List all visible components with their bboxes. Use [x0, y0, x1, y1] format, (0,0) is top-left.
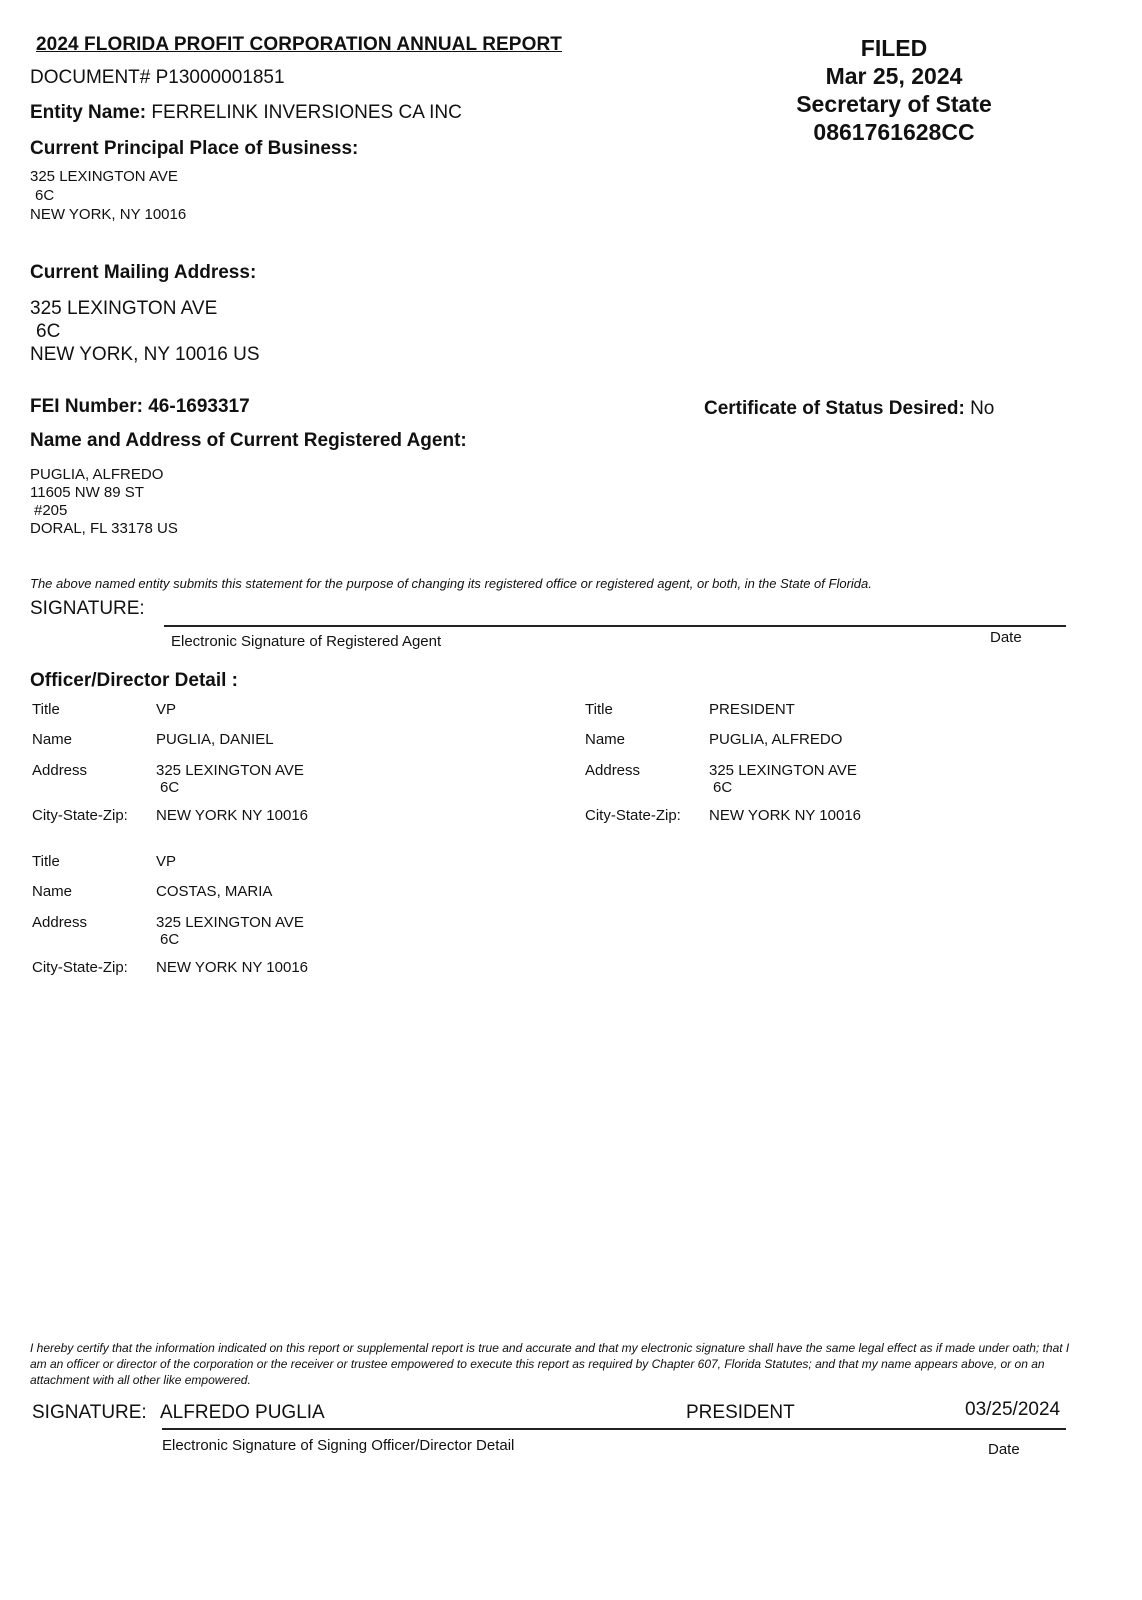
officer-title: VP	[156, 853, 177, 870]
entity-name-label: Entity Name:	[30, 102, 147, 123]
officer-name-label: Name	[32, 731, 73, 748]
officer-block-1	[32, 701, 532, 831]
officer-block-3	[32, 853, 532, 983]
principal-address-line2: 6C	[35, 187, 55, 204]
officer-name: COSTAS, MARIA	[156, 883, 273, 900]
officer-signature-name: ALFREDO PUGLIA	[160, 1402, 325, 1423]
mailing-address-line2: 6C	[36, 321, 61, 342]
agent-address	[30, 466, 178, 538]
officer-address-line1: 325 LEXINGTON AVE	[156, 762, 304, 779]
officer-signature-date-caption: Date	[988, 1441, 1020, 1458]
agent-address-line2: #205	[34, 502, 68, 519]
officer-csz: NEW YORK NY 10016	[156, 959, 309, 976]
officer-name-label: Name	[585, 731, 626, 748]
agent-signature-caption: Electronic Signature of Registered Agent	[171, 633, 442, 650]
filed-line: FILED	[860, 35, 928, 61]
officer-address-line2: 6C	[160, 931, 180, 948]
officer-address-label: Address	[32, 914, 88, 931]
principal-address	[30, 167, 186, 224]
certificate-label: Certificate of Status Desired:	[704, 398, 965, 419]
certificate-of-status	[704, 398, 994, 420]
principal-address-line1: 325 LEXINGTON AVE	[30, 168, 178, 185]
officer-address-label: Address	[585, 762, 641, 779]
mailing-heading: Current Mailing Address:	[30, 262, 257, 283]
officer-csz-label: City-State-Zip:	[32, 807, 128, 824]
filed-authority: Secretary of State	[796, 91, 992, 117]
agent-signature-label: SIGNATURE:	[30, 598, 145, 619]
report-title: 2024 FLORIDA PROFIT CORPORATION ANNUAL REPORT	[36, 34, 562, 55]
officer-block-2	[585, 701, 1085, 831]
mailing-address-line3: NEW YORK, NY 10016 US	[30, 344, 260, 365]
officer-signature-line	[162, 1428, 1066, 1430]
agent-heading: Name and Address of Current Registered Agent:	[30, 430, 467, 451]
document-number: DOCUMENT# P13000001851	[30, 67, 285, 88]
agent-signature-date-caption: Date	[990, 629, 1022, 646]
officer-csz-label: City-State-Zip:	[32, 959, 128, 976]
fei-number: FEI Number: 46-1693317	[30, 396, 250, 417]
officer-signature-date: 03/25/2024	[965, 1399, 1061, 1420]
agent-address-line3: DORAL, FL 33178 US	[30, 520, 178, 537]
entity-name-value: FERRELINK INVERSIONES CA INC	[151, 102, 462, 123]
agent-name: PUGLIA, ALFREDO	[30, 466, 164, 483]
mailing-address	[30, 297, 260, 366]
officer-title-label: Title	[32, 701, 60, 718]
officer-csz: NEW YORK NY 10016	[709, 807, 862, 824]
officer-heading: Officer/Director Detail :	[30, 670, 238, 691]
principal-heading: Current Principal Place of Business:	[30, 138, 359, 159]
officer-address-label: Address	[32, 762, 88, 779]
officer-title: PRESIDENT	[709, 701, 795, 718]
officer-title: VP	[156, 701, 177, 718]
officer-name: PUGLIA, DANIEL	[156, 731, 274, 748]
certification-statement: I hereby certify that the information indicated on this report or supplemental report is true and accurate and that my electronic signature shall have the same legal effect as if made under oath; that I am an officer or director of the corporation or the receiver or trustee empowered to execute this report as required by Chapter 607, Florida Statutes; and that my name appears above, or on an attachment with all other like empowered.	[30, 1341, 1070, 1387]
officer-title-label: Title	[585, 701, 613, 718]
principal-address-line3: NEW YORK, NY 10016	[30, 206, 187, 223]
filed-date: Mar 25, 2024	[825, 63, 963, 89]
officer-csz: NEW YORK NY 10016	[156, 807, 309, 824]
officer-address-line1: 325 LEXINGTON AVE	[709, 762, 857, 779]
officer-title-label: Title	[32, 853, 60, 870]
officer-name-label: Name	[32, 883, 73, 900]
officer-name: PUGLIA, ALFREDO	[709, 731, 843, 748]
officer-address-line2: 6C	[713, 779, 733, 796]
filed-tracking-number: 0861761628CC	[813, 119, 975, 145]
officer-address-line1: 325 LEXINGTON AVE	[156, 914, 304, 931]
entity-name-row	[30, 102, 462, 124]
officer-address-line2: 6C	[160, 779, 180, 796]
certificate-value: No	[970, 398, 995, 419]
agent-statement: The above named entity submits this statement for the purpose of changing its registered office or registered agent, or both, in the State of Florida.	[30, 576, 872, 591]
officer-csz-label: City-State-Zip:	[585, 807, 681, 824]
officer-signature-caption: Electronic Signature of Signing Officer/Director Detail	[162, 1437, 515, 1454]
mailing-address-line1: 325 LEXINGTON AVE	[30, 298, 218, 319]
agent-address-line1: 11605 NW 89 ST	[30, 484, 144, 501]
officer-signature-title: PRESIDENT	[686, 1402, 795, 1423]
filed-stamp	[764, 34, 1024, 146]
agent-signature-line	[164, 625, 1066, 627]
officer-signature-label: SIGNATURE:	[32, 1402, 147, 1423]
